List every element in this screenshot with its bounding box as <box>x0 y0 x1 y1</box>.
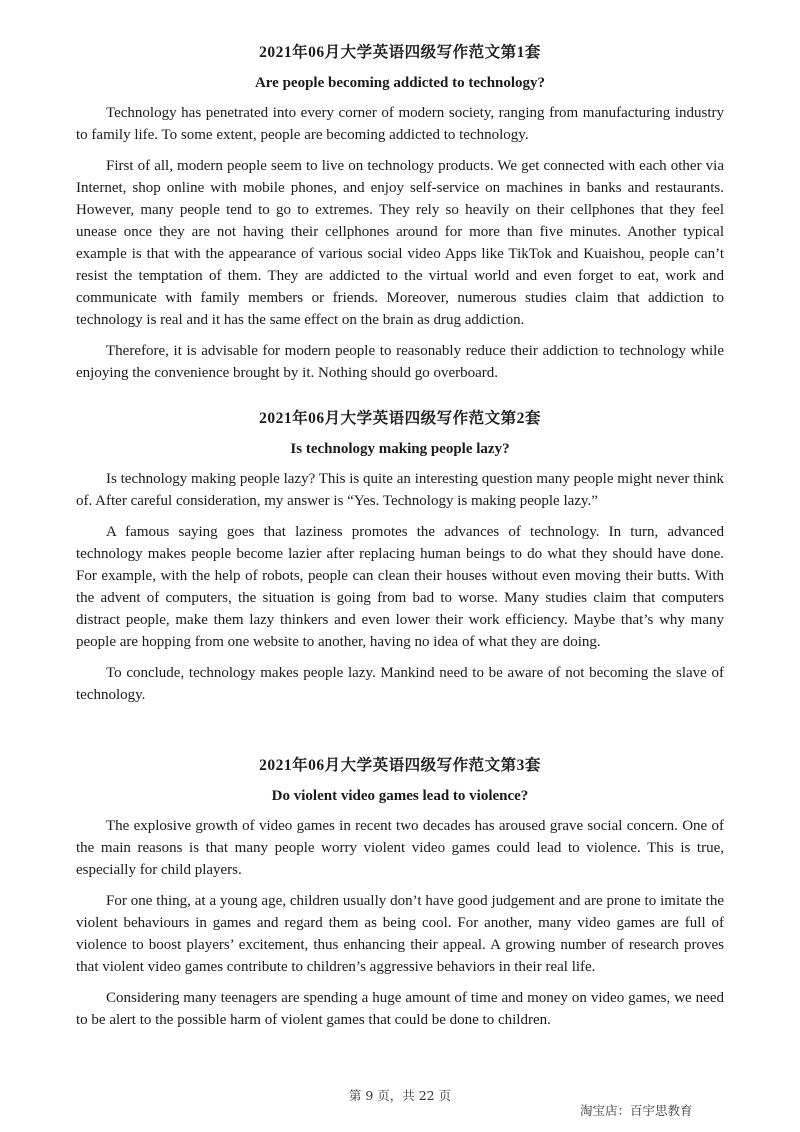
essay-paragraph: Therefore, it is advisable for modern people to reasonably reduce their addiction to technology while enjoying the convenience brought by it. Nothing should go overboard. <box>76 343 724 381</box>
page-number: 第 9 页，共 22 页 <box>348 1088 452 1103</box>
essay-question: Is technology making people lazy? <box>290 441 510 457</box>
shop-watermark-text: 淘宝店：百宇思教育 <box>580 1103 693 1118</box>
essay-heading: 2021年06月大学英语四级写作范文第2套 <box>259 410 541 427</box>
essay-question: Do violent video games lead to violence? <box>271 788 529 804</box>
essay-paragraph: First of all, modern people seem to live on technology products. We get connected with each other via Internet, shop online with mobile phones, and enjoy self-service on machines in banks and restaurants. However, many people tend to go to extremes. They rely so heavily on their cellphones that they feel unease once they are not having their cellphones around for more than five minutes. Another typical example is that with the appearance of various social video Apps like TikTok and Kuaishou, people can’t resist the temptation of them. They are addicted to the virtual world and even forget to eat, work and communicate with family members or friends. Moreover, numerous studies claim that addiction to technology is real and it has the same effect on the brain as drug addiction. <box>76 158 724 328</box>
essay-paragraph: Considering many teenagers are spending a huge amount of time and money on video games, we need to be alert to the possible harm of violent games that could be done to children. <box>76 990 724 1028</box>
essay-paragraph: For one thing, at a young age, children usually don’t have good judgement and are prone to imitate the violent behaviours in games and regard them as being cool. For another, many video games are full of violence to boost players’ excitement, thus enhancing their appeal. A growing number of research proves that violent video games contribute to children’s aggressive behaviors in their real life. <box>76 893 724 975</box>
essay-heading: 2021年06月大学英语四级写作范文第3套 <box>259 757 541 774</box>
essay-question: Are people becoming addicted to technology? <box>254 75 546 91</box>
essay-paragraph: Technology has penetrated into every corner of modern society, ranging from manufacturing industry to family life. To some extent, people are becoming addicted to technology. <box>76 105 724 143</box>
essay-paragraph: To conclude, technology makes people lazy. Mankind need to be aware of not becoming the slave of technology. <box>76 665 724 703</box>
essay-section <box>76 406 724 706</box>
document-page <box>76 40 724 1040</box>
essay-paragraph: The explosive growth of video games in recent two decades has aroused grave social concern. One of the main reasons is that many people worry violent video games could lead to violence. This is true, especially for child players. <box>76 818 724 878</box>
essay-heading: 2021年06月大学英语四级写作范文第1套 <box>259 44 541 61</box>
essay-section <box>76 753 724 1031</box>
essay-section <box>76 40 724 384</box>
essay-paragraph: A famous saying goes that laziness promotes the advances of technology. In turn, advanced technology makes people become lazier after replacing human beings to do what they should have done. For example, with the help of robots, people can clean their houses without even moving their butts. With the advent of computers, the situation is going from bad to worse. Many studies claim that computers distract people, make them lazy thinkers and even lower their work efficiency. Maybe that’s why many people are hopping from one website to another, having no idea of what they are doing. <box>76 524 724 650</box>
essay-paragraph: Is technology making people lazy? This is quite an interesting question many people might never think of. After careful consideration, my answer is “Yes. Technology is making people lazy.” <box>76 471 724 509</box>
